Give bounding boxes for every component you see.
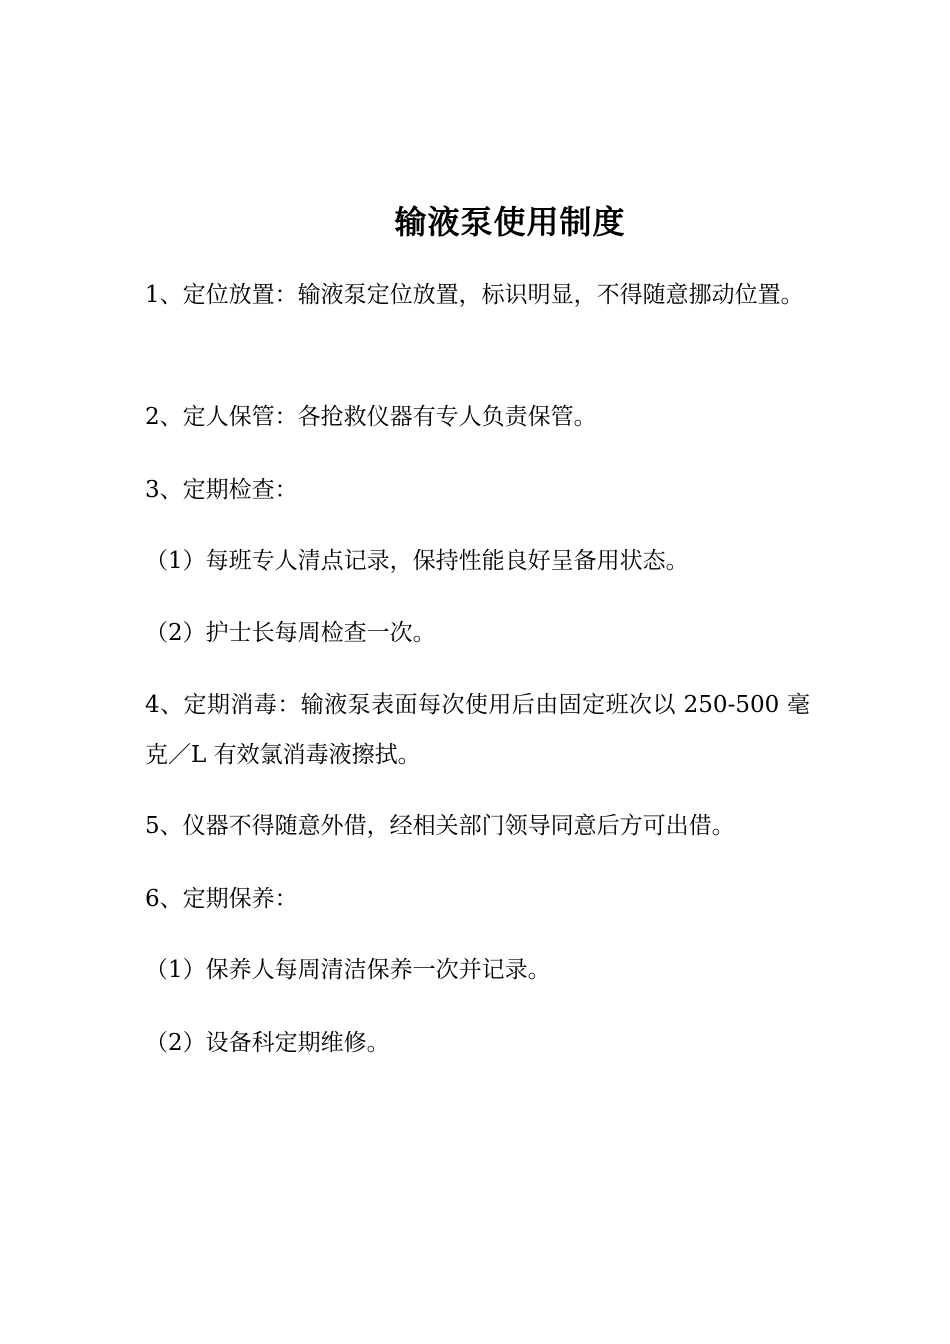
rule-5-lending: 5、仪器不得随意外借，经相关部门领导同意后方可出借。 (145, 813, 735, 839)
rule-1-placement: 1、定位放置：输液泵定位放置，标识明显，不得随意挪动位置。 (145, 282, 804, 308)
rule-3-inspection: 3、定期检查： (145, 477, 298, 503)
rule-6-maintenance: 6、定期保养： (145, 886, 298, 912)
rule-3-item-1: （1）每班专人清点记录，保持性能良好呈备用状态。 (145, 548, 689, 574)
rule-3-item-2: （2）护士长每周检查一次。 (145, 620, 436, 646)
rule-2-custody: 2、定人保管：各抢救仪器有专人负责保管。 (145, 404, 597, 430)
rule-6-item-1: （1）保养人每周清洁保养一次并记录。 (145, 957, 551, 983)
rule-6-item-2: （2）设备科定期维修。 (145, 1030, 390, 1056)
document-title: 输液泵使用制度 (394, 203, 626, 241)
rule-4-disinfection: 4、定期消毒：输液泵表面每次使用后由固定班次以 250-500 毫克／L 有效氯消毒液擦拭。 (145, 692, 810, 768)
